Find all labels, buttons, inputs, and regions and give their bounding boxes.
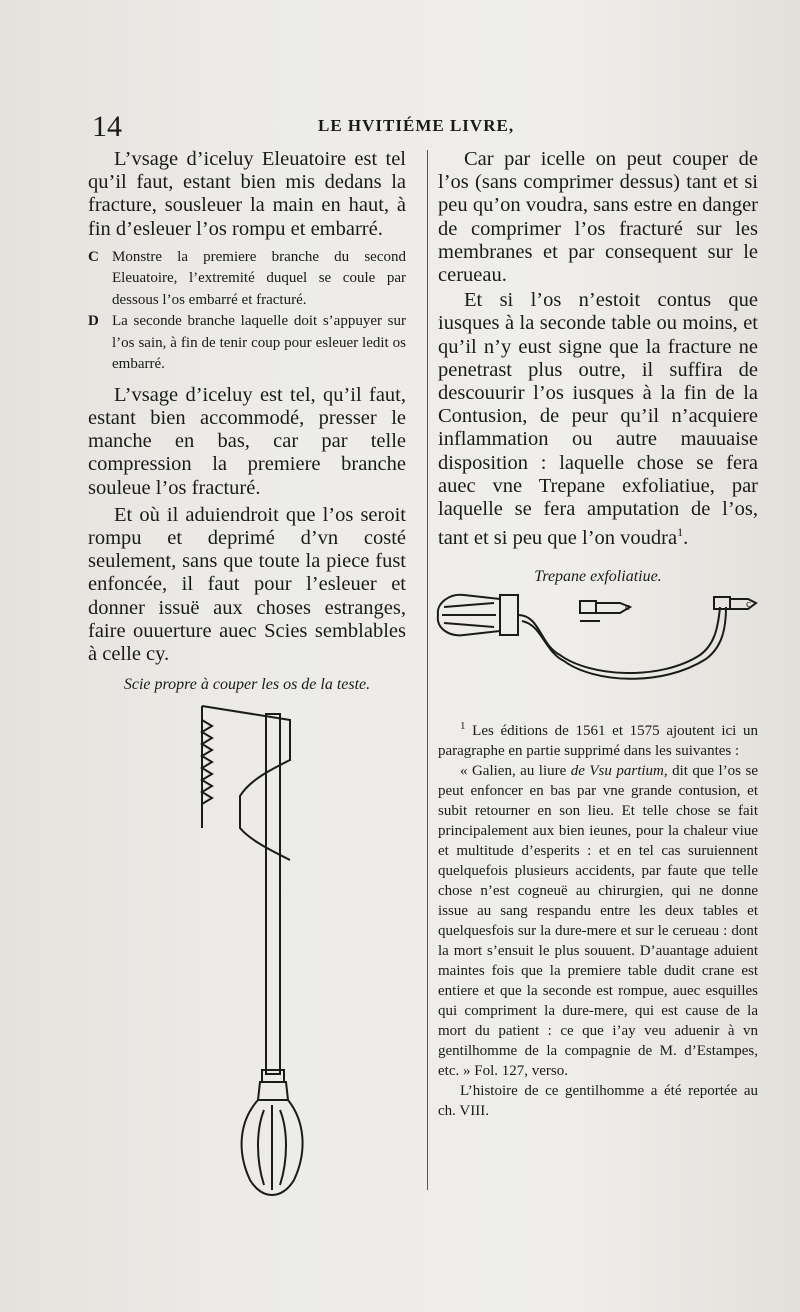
legend-d-letter: D [88,313,99,330]
trepane-label-c1: c [625,601,630,613]
paragraph-eleuatoire-usage: L’vsage d’iceluy Eleuatoire est tel qu’il faut, estant bien mis dedans la fracture, sousleuer la main en haut, à fin d’esleuer l’os rompu et embarré. [88,148,406,240]
footnote [438,716,758,761]
left-column [88,148,406,694]
column-divider [427,150,428,1190]
footnote-intro: Les éditions de 1561 et 1575 ajoutent ici un paragraphe en partie supprimé dans les suivantes : [438,723,758,760]
paragraph-contusion-text: Et si l’os n’estoit contus que iusques à la seconde table ou moins, et qu’il n’y eust signe que la fracture ne penetrast plus outre, il suffira de descouurir l’os iusques à la fin de la Contusion, de peur qu’il n’acquiere inflammation ou autre mauuaise disposition : laquelle chose se fera auec vne Trepane exfoliatiue, par laquelle se fera amputation de l’os, tant et si peu que l’on voudra [438,289,758,550]
paragraph-compression: L’vsage d’iceluy est tel, qu’il faut, estant bien accommodé, presser le manche en bas, car par telle compression la premiere branche souleue l’os fracturé. [88,383,406,499]
legend-c [88,247,406,312]
legend-d [88,311,406,376]
running-title: LE HVITIÉME LIVRE, [318,116,515,135]
paragraph-contusion-end: . [683,527,689,550]
legend-c-text: Monstre la premiere branche du second Eleuatoire, l’extremité duquel se coule par dessous l’os embarré et fracturé. [112,248,406,308]
footnote-reference: 1 [677,525,684,540]
legend-d-text: La seconde branche laquelle doit s’appuyer sur l’os sain, à fin de tenir coup pour esleuer ledit os embarré. [112,313,406,373]
footnote-quotation [438,761,758,1081]
trepane-label-c2: c [746,598,751,610]
page-number: 14 [92,110,122,143]
saw-figure-caption: Scie propre à couper les os de la teste. [123,676,371,694]
skull-saw-illustration [190,700,310,1210]
paragraph-couper-os: Car par icelle on peut couper de l’os (sans comprimer dessus) tant et si peu qu’on voudra, sans estre en danger de comprimer l’os fracturé sur les membranes et par consequent sur le cerueau. [438,148,758,287]
trepane-exfoliative-illustration [430,585,770,695]
legend-c-letter: C [88,248,99,265]
footnote-history: L’histoire de ce gentilhomme a été reportée au ch. VIII. [438,1083,758,1120]
paragraph-ouuerture: Et où il aduiendroit que l’os seroit rompu et deprimé d’vn costé seulement, sans que toute la piece fust enfoncée, il faut pour l’esleuer et donner issuë aux choses estranges, faire ouuerture auec Scies semblables à celle cy. [88,503,406,666]
paragraph-contusion [438,289,758,550]
footnote-quote-title: de Vsu partium, [570,763,668,780]
trepane-figure-caption: Trepane exfoliatiue. [534,568,662,586]
footnote-quote-start: « Galien, au liure [460,763,571,780]
footnote-quote-rest: dit que l’os se peut enfoncer en bas par vne grande contusion, et subit retourner en son lieu. Et telle chose se fait principalement aux bien ieunes, pour la chaleur viue et multitude d’esperits : et en tel cas suruiennent quelquefois plusieurs accidents, par faute que telle chose n’est cogneuë au chirurgien, qui ne donne issue au sang respandu entre les deux tables et quelquesfois sur la dure-mere et sur le cerueau : dont la mort s’ensuit le plus souuent. D’auantage aduient maintes fois que la premiere table dudit crane est entiere et que la seconde est rompue, auec esquilles qui compriment la dure-mere, qui est cause de la mort du patient : ce que i’ay veu aduenir à vn gentilhomme de la compagnie de M. d’Estampes, etc. » Fol. 127, verso. [438,763,758,1080]
footnote-number: 1 [460,720,466,733]
